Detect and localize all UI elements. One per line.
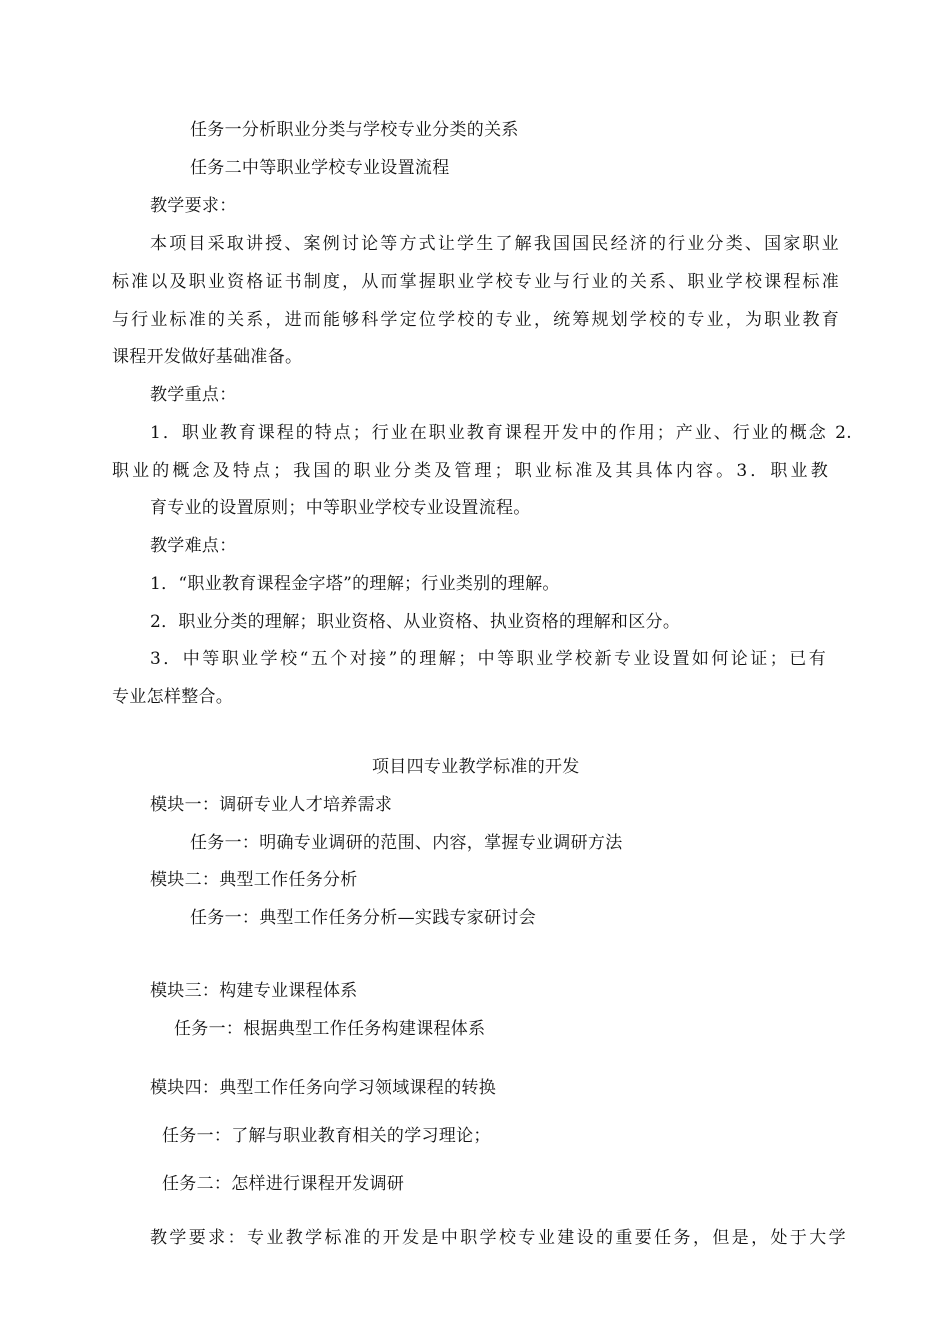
task-two-line: 任务二中等职业学校专业设置流程 xyxy=(190,158,450,178)
paragraph-line: 课程开发做好基础准备。 xyxy=(112,347,303,367)
teaching-requirements-heading: 教学要求： xyxy=(150,196,237,216)
key-point-line: 1．职业教育课程的特点；行业在职业教育课程开发中的作用；产业、行业的概念 2. xyxy=(150,423,852,443)
module-three-heading: 模块三：构建专业课程体系 xyxy=(150,981,358,1001)
module-four-task-two: 任务二：怎样进行课程开发调研 xyxy=(162,1174,405,1194)
key-point-line: 职业的概念及特点；我国的职业分类及管理；职业标准及其具体内容。3．职业教 xyxy=(112,461,828,481)
project-four-requirements-line: 教学要求：专业教学标准的开发是中职学校专业建设的重要任务，但是，处于大学 xyxy=(150,1228,846,1248)
module-two-task-one: 任务一：典型工作任务分析—实践专家研讨会 xyxy=(190,908,536,928)
module-four-heading: 模块四：典型工作任务向学习领域课程的转换 xyxy=(150,1078,496,1098)
difficulty-line: 专业怎样整合。 xyxy=(112,687,234,707)
module-three-task-one: 任务一：根据典型工作任务构建课程体系 xyxy=(174,1019,486,1039)
difficulty-line: 1．“职业教育课程金字塔”的理解；行业类别的理解。 xyxy=(150,574,560,594)
module-one-heading: 模块一：调研专业人才培养需求 xyxy=(150,795,393,815)
module-two-heading: 模块二：典型工作任务分析 xyxy=(150,870,358,890)
paragraph-line: 与行业标准的关系，进而能够科学定位学校的专业，统筹规划学校的专业，为职业教育 xyxy=(112,310,839,330)
teaching-difficulties-heading: 教学难点： xyxy=(150,536,237,556)
module-one-task-one: 任务一：明确专业调研的范围、内容，掌握专业调研方法 xyxy=(190,833,623,853)
difficulty-line: 2．职业分类的理解；职业资格、从业资格、执业资格的理解和区分。 xyxy=(150,612,681,632)
module-four-task-one: 任务一：了解与职业教育相关的学习理论； xyxy=(162,1126,491,1146)
task-one-line: 任务一分析职业分类与学校专业分类的关系 xyxy=(190,120,519,140)
difficulty-line: 3．中等职业学校“五个对接”的理解；中等职业学校新专业设置如何论证；已有 xyxy=(150,649,826,669)
project-four-title: 项目四专业教学标准的开发 xyxy=(372,757,580,777)
teaching-key-points-heading: 教学重点： xyxy=(150,385,237,405)
key-point-line: 育专业的设置原则；中等职业学校专业设置流程。 xyxy=(150,498,531,518)
paragraph-line: 本项目采取讲授、案例讨论等方式让学生了解我国国民经济的行业分类、国家职业 xyxy=(150,234,839,254)
paragraph-line: 标准以及职业资格证书制度，从而掌握职业学校专业与行业的关系、职业学校课程标准 xyxy=(112,272,839,292)
